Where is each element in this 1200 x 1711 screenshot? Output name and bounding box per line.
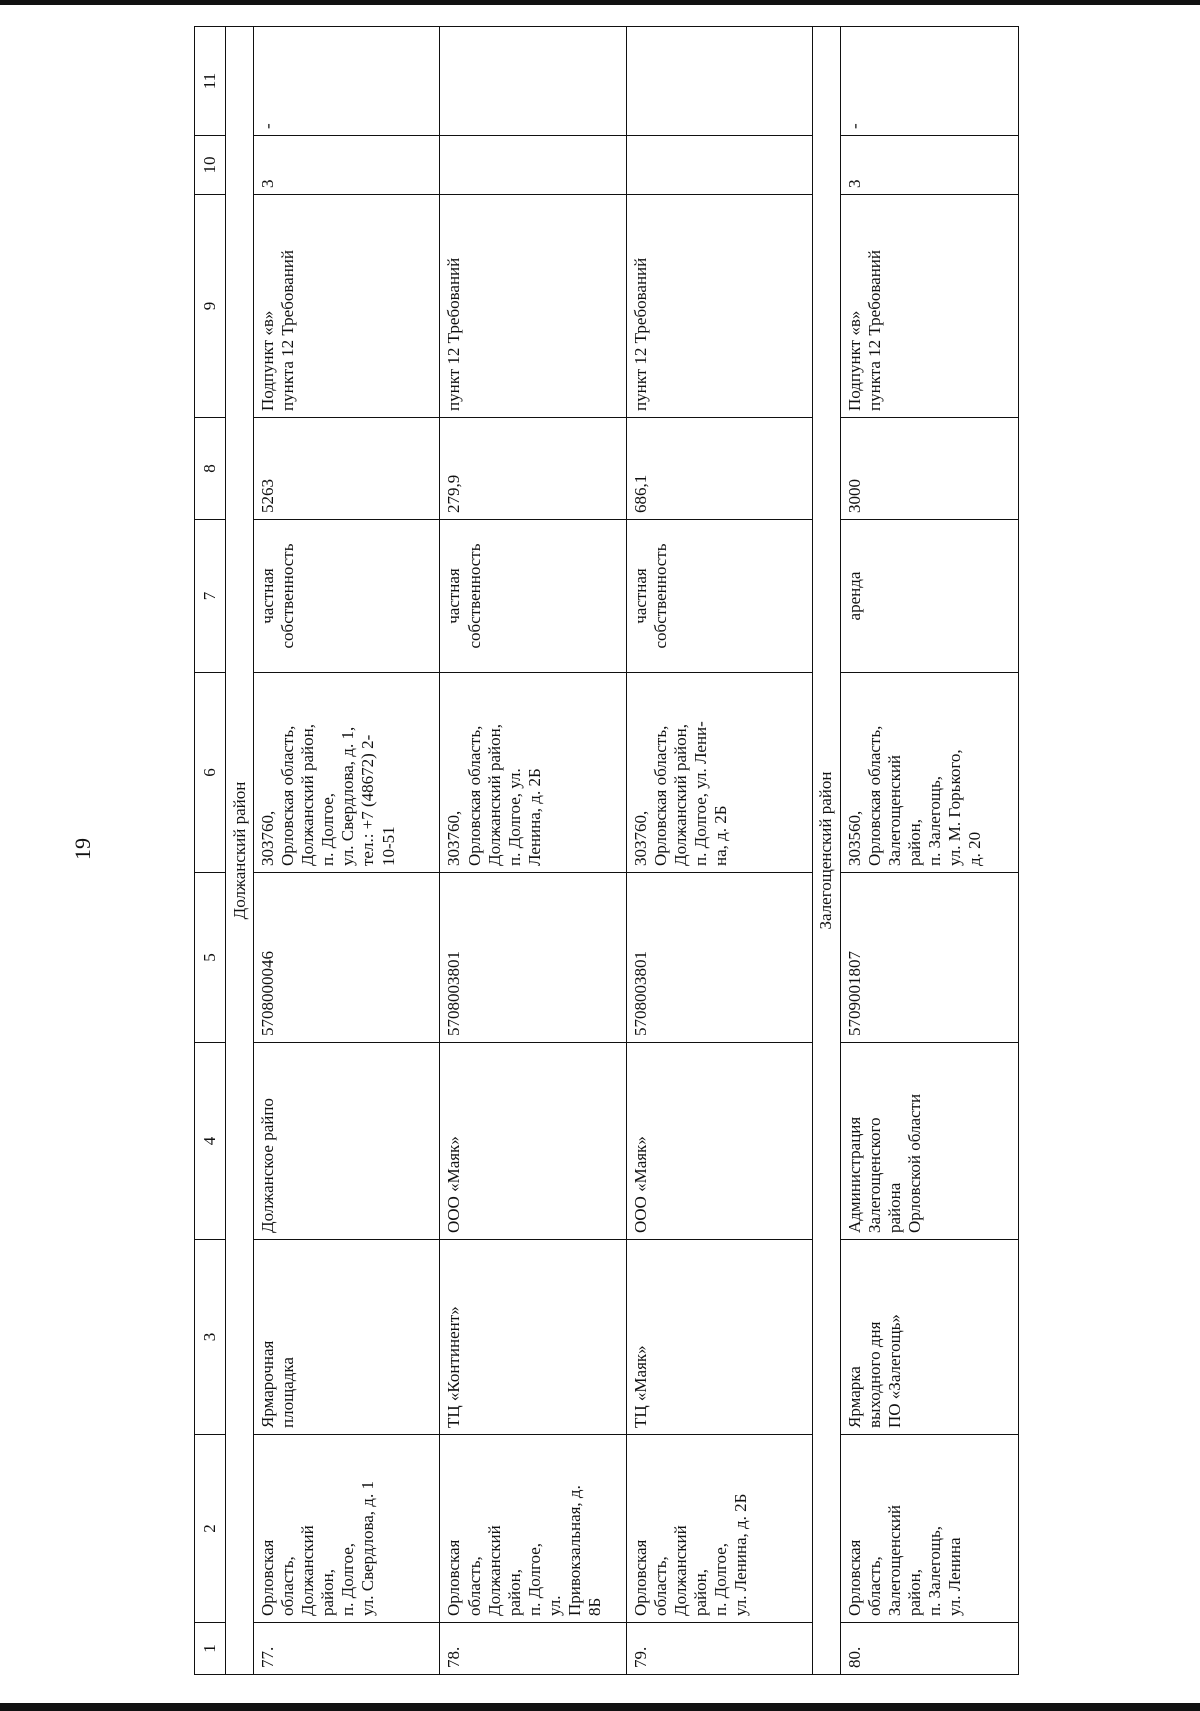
table-body xyxy=(226,27,1019,1675)
column-header: 6 xyxy=(195,673,226,873)
basis-text: Подпункт «в» пункта 12 Требований xyxy=(841,195,1019,418)
rotated-table-container xyxy=(194,27,1019,1675)
land-ownership: частная собственность xyxy=(626,520,812,673)
organizer-inn: 5708000046 xyxy=(254,873,440,1043)
row-number: 79. xyxy=(626,1623,812,1675)
bottom-border xyxy=(0,1703,1200,1711)
table-row xyxy=(440,27,626,1675)
land-ownership: частная собственность xyxy=(440,520,626,673)
market-address: Орловская область, Залегощенский район, п. Залегощь, ул. Ленина xyxy=(841,1435,1019,1623)
column-header: 5 xyxy=(195,873,226,1043)
organizer-address: 303560, Орловская область, Залегощенский район, п. Залегощь, ул. М. Горького, д. 20 xyxy=(841,673,1019,873)
column-header: 1 xyxy=(195,1623,226,1675)
organizer-inn: 5708003801 xyxy=(626,873,812,1043)
table-row xyxy=(254,27,440,1675)
organizer-name: Администрация Залегощенского района Орловской области xyxy=(841,1043,1019,1240)
organizer-address: 303760, Орловская область, Должанский район, п. Долгое, ул. Свердлова, д. 1, тел.: +7 (48672) 2- 10-51 xyxy=(254,673,440,873)
region-name: Залегощенский район xyxy=(812,27,840,1675)
extra-value: - xyxy=(841,27,1019,136)
organizer-inn: 5708003801 xyxy=(440,873,626,1043)
region-row xyxy=(812,27,840,1675)
organizer-inn: 5709001807 xyxy=(841,873,1019,1043)
column-number-row xyxy=(195,27,226,1675)
places-count xyxy=(626,136,812,195)
region-row xyxy=(226,27,254,1675)
market-name: Ярмарка выходного дня ПО «Залегощь» xyxy=(841,1240,1019,1435)
column-header: 3 xyxy=(195,1240,226,1435)
top-border xyxy=(0,0,1200,5)
basis-text: Подпункт «в» пункта 12 Требований xyxy=(254,195,440,418)
market-name: Ярмарочная площадка xyxy=(254,1240,440,1435)
region-name: Должанский район xyxy=(226,27,254,1675)
column-header: 11 xyxy=(195,27,226,136)
places-count: 3 xyxy=(841,136,1019,195)
land-ownership: аренда xyxy=(841,520,1019,673)
basis-text: пункт 12 Требований xyxy=(440,195,626,418)
market-name: ТЦ «Маяк» xyxy=(626,1240,812,1435)
organizer-name: Должанское райпо xyxy=(254,1043,440,1240)
basis-text: пункт 12 Требований xyxy=(626,195,812,418)
column-header: 10 xyxy=(195,136,226,195)
row-number: 78. xyxy=(440,1623,626,1675)
extra-value: - xyxy=(254,27,440,136)
organizer-name: ООО «Маяк» xyxy=(626,1043,812,1240)
market-address: Орловская область, Должанский район, п. Долгое, ул. Привокзальная, д. 8Б xyxy=(440,1435,626,1623)
land-ownership: частная собственность xyxy=(254,520,440,673)
column-header: 2 xyxy=(195,1435,226,1623)
organizer-name: ООО «Маяк» xyxy=(440,1043,626,1240)
markets-table xyxy=(194,26,1019,1675)
places-count xyxy=(440,136,626,195)
market-area: 5263 xyxy=(254,418,440,520)
extra-value xyxy=(440,27,626,136)
row-number: 77. xyxy=(254,1623,440,1675)
market-address: Орловская область, Должанский район, п. Долгое, ул. Свердлова, д. 1 xyxy=(254,1435,440,1623)
extra-value xyxy=(626,27,812,136)
market-area: 3000 xyxy=(841,418,1019,520)
places-count: 3 xyxy=(254,136,440,195)
column-header: 7 xyxy=(195,520,226,673)
row-number: 80. xyxy=(841,1623,1019,1675)
column-header: 4 xyxy=(195,1043,226,1240)
table-row xyxy=(841,27,1019,1675)
column-header: 9 xyxy=(195,195,226,418)
market-address: Орловская область, Должанский район, п. Долгое, ул. Ленина, д. 2Б xyxy=(626,1435,812,1623)
column-header: 8 xyxy=(195,418,226,520)
page-number: 19 xyxy=(70,838,95,860)
table-row xyxy=(626,27,812,1675)
organizer-address: 303760, Орловская область, Должанский район, п. Долгое, ул. Ленина, д. 2Б xyxy=(440,673,626,873)
market-area: 279,9 xyxy=(440,418,626,520)
organizer-address: 303760, Орловская область, Должанский район, п. Долгое, ул. Лени- на, д. 2Б xyxy=(626,673,812,873)
market-area: 686,1 xyxy=(626,418,812,520)
market-name: ТЦ «Континент» xyxy=(440,1240,626,1435)
